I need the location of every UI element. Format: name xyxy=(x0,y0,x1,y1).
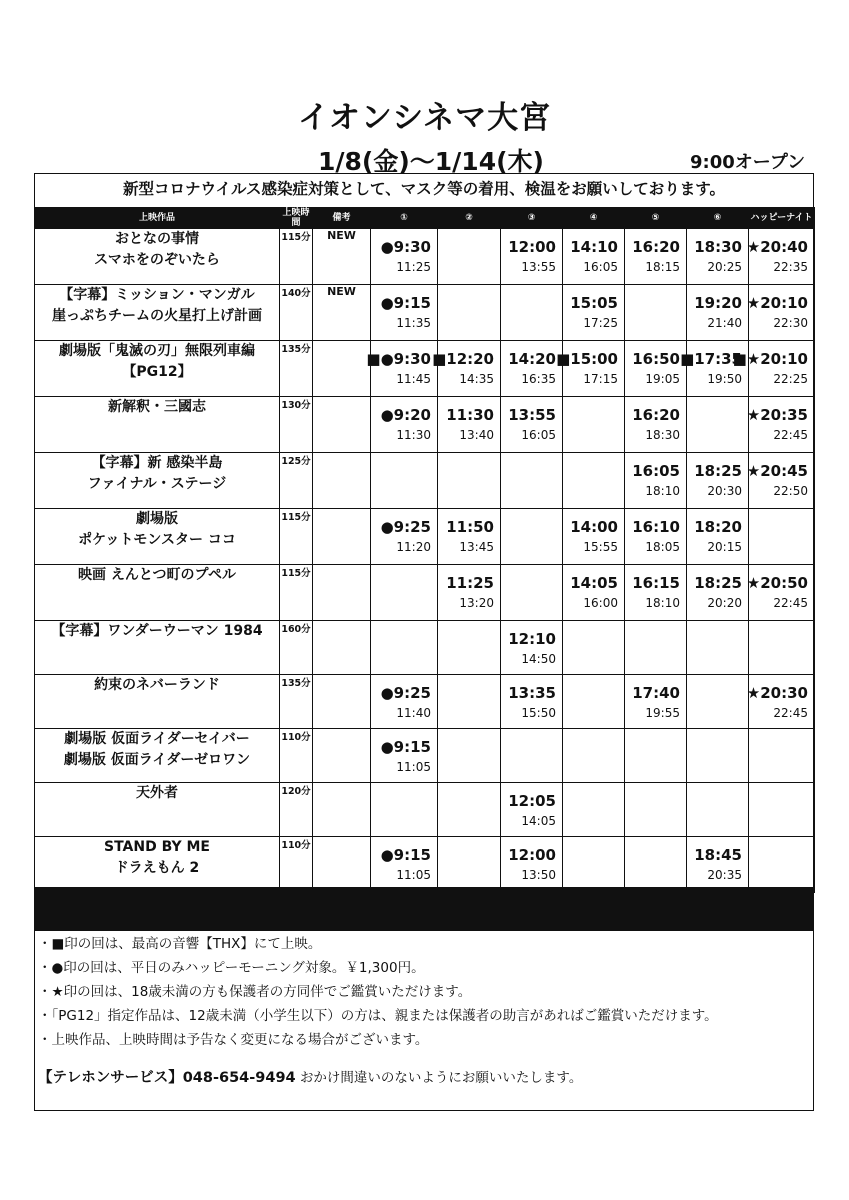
cinema-title: イオンシネマ大宮 xyxy=(297,100,552,136)
showtime-cell xyxy=(687,729,749,783)
showtime-cell xyxy=(625,783,687,837)
showtime-start: ■★20:10 xyxy=(732,350,808,368)
showtime-cell xyxy=(371,285,438,341)
table-row xyxy=(35,229,815,285)
showtime-cell xyxy=(438,729,501,783)
note-thx: ・■印の回は、最高の音響【THX】にて上映。 xyxy=(38,936,322,952)
film-note xyxy=(313,341,371,397)
showtime-start: 12:00 xyxy=(508,238,556,256)
showtime-end: 14:05 xyxy=(521,814,556,828)
table-row xyxy=(35,837,815,893)
showtime-start: ●9:15 xyxy=(380,738,431,756)
notes-section xyxy=(38,932,718,1052)
showtime-cell xyxy=(501,229,563,285)
table-row xyxy=(35,397,815,453)
showtime-start: 14:00 xyxy=(570,518,618,536)
film-duration: 115分 xyxy=(280,229,313,285)
showtime-cell xyxy=(501,837,563,893)
showtime-cell xyxy=(438,285,501,341)
showtime-end: 18:30 xyxy=(645,428,680,442)
showtime-cell xyxy=(501,397,563,453)
showtime-cell xyxy=(371,565,438,621)
film-title-line: 【字幕】新 感染半島 xyxy=(91,455,223,471)
table-row xyxy=(35,509,815,565)
showtime-start: ■15:00 xyxy=(556,350,618,368)
showtime-end: 22:45 xyxy=(773,428,808,442)
showtime-end: 19:55 xyxy=(645,706,680,720)
showtime-end: 22:35 xyxy=(773,260,808,274)
showtime-cell xyxy=(501,621,563,675)
table-row xyxy=(35,783,815,837)
showtime-cell xyxy=(501,783,563,837)
showtime-cell xyxy=(438,783,501,837)
showtime-cell xyxy=(746,229,815,285)
film-title-line: 映画 えんとつ町のプペル xyxy=(77,567,237,583)
film-duration: 125分 xyxy=(280,453,313,509)
showtime-cell xyxy=(625,837,687,893)
showtime-end: 17:25 xyxy=(583,316,618,330)
showtime-start: 16:20 xyxy=(632,238,680,256)
table-row xyxy=(35,729,815,783)
table-row xyxy=(35,341,815,397)
film-title-line: 【字幕】ミッション・マンガル xyxy=(59,287,255,303)
showtime-cell xyxy=(746,675,815,729)
film-title xyxy=(35,509,280,565)
table-row xyxy=(35,285,815,341)
showtime-cell xyxy=(687,783,749,837)
film-duration: 110分 xyxy=(280,837,313,893)
table-header-row xyxy=(35,208,815,229)
showtime-end: 13:40 xyxy=(459,428,494,442)
showtime-end: 15:55 xyxy=(583,540,618,554)
showtime-end: 11:45 xyxy=(396,372,431,386)
film-title-line: 【PG12】 xyxy=(122,364,192,380)
showtime-cell xyxy=(625,453,687,509)
showtime-cell xyxy=(625,565,687,621)
showtime-start: 16:50 xyxy=(632,350,680,368)
showtime-end: 18:05 xyxy=(645,540,680,554)
showtime-cell xyxy=(687,621,749,675)
schedule-table xyxy=(34,207,815,893)
film-note xyxy=(313,565,371,621)
showtime-cell xyxy=(746,397,815,453)
showtime-end: 20:15 xyxy=(707,540,742,554)
note-happy-night: ・★印の回は、18歳未満の方も保護者の方同伴でご鑑賞いただけます。 xyxy=(38,984,472,1000)
showtime-end: 17:15 xyxy=(583,372,618,386)
column-header-happy-night: ハッピーナイト xyxy=(749,208,815,229)
showtime-end: 22:50 xyxy=(773,484,808,498)
film-title xyxy=(35,837,280,893)
showtime-cell xyxy=(501,729,563,783)
film-duration: 120分 xyxy=(280,783,313,837)
film-note xyxy=(313,837,371,893)
showtime-end: 11:20 xyxy=(396,540,431,554)
showtime-end: 22:45 xyxy=(773,706,808,720)
showtime-start: ★20:50 xyxy=(746,574,808,592)
showtime-start: 14:20 xyxy=(508,350,556,368)
showtime-start: ●9:15 xyxy=(380,846,431,864)
showtime-start: ●9:15 xyxy=(380,294,431,312)
showtime-start: 18:45 xyxy=(694,846,742,864)
film-title xyxy=(35,675,280,729)
note-changes: ・上映作品、上映時間は予告なく変更になる場合がございます。 xyxy=(38,1032,429,1048)
table-row xyxy=(35,621,815,675)
showtime-cell xyxy=(556,341,625,397)
showtime-cell xyxy=(687,837,749,893)
film-title xyxy=(35,783,280,837)
film-title xyxy=(35,621,280,675)
film-title-line: 約束のネバーランド xyxy=(94,677,220,693)
showtime-cell xyxy=(371,729,438,783)
showtime-start: 16:15 xyxy=(632,574,680,592)
showtime-start: ■●9:30 xyxy=(366,350,431,368)
film-note xyxy=(313,453,371,509)
showtime-cell xyxy=(371,453,438,509)
showtime-end: 11:30 xyxy=(396,428,431,442)
film-duration: 115分 xyxy=(280,509,313,565)
schedule-dates: 1/8(金)～1/14(木) xyxy=(318,147,544,176)
column-header-slot-1: ① xyxy=(371,208,438,229)
showtime-end: 13:45 xyxy=(459,540,494,554)
showtime-cell xyxy=(687,509,749,565)
showtime-start: ■17:35 xyxy=(680,350,742,368)
film-title-line: 劇場版「鬼滅の刃」無限列車編 xyxy=(59,343,255,359)
showtime-start: ●9:25 xyxy=(380,684,431,702)
note-pg12: ・「PG12」指定作品は、12歳未満（小学生以下）の方は、親または保護者の助言があればご鑑賞いただけます。 xyxy=(38,1008,718,1024)
showtime-end: 11:25 xyxy=(396,260,431,274)
film-duration: 110分 xyxy=(280,729,313,783)
showtime-end: 18:10 xyxy=(645,484,680,498)
showtime-end: 22:30 xyxy=(773,316,808,330)
showtime-end: 18:10 xyxy=(645,596,680,610)
showtime-cell xyxy=(563,397,625,453)
phone-message: おかけ間違いのないようにお願いいたします。 xyxy=(299,1070,583,1086)
film-duration: 130分 xyxy=(280,397,313,453)
showtime-cell xyxy=(732,341,815,397)
showtime-cell xyxy=(625,621,687,675)
showtime-cell xyxy=(438,621,501,675)
film-title-line: 崖っぷちチームの火星打上げ計画 xyxy=(52,308,262,324)
showtime-start: ★20:40 xyxy=(746,238,808,256)
showtime-cell xyxy=(563,837,625,893)
film-note xyxy=(313,397,371,453)
showtime-cell xyxy=(687,285,749,341)
showtime-cell xyxy=(680,341,749,397)
covid-notice: 新型コロナウイルス感染症対策として、マスク等の着用、検温をお願いしております。 xyxy=(122,180,726,198)
film-title-line: おとなの事情 xyxy=(115,231,199,247)
showtime-cell xyxy=(563,675,625,729)
film-title-line: スマホをのぞいたら xyxy=(94,252,220,268)
film-title xyxy=(35,229,280,285)
showtime-start: 13:55 xyxy=(508,406,556,424)
showtime-cell xyxy=(501,509,563,565)
showtime-end: 20:20 xyxy=(707,596,742,610)
showtime-cell xyxy=(563,621,625,675)
showtime-start: 11:50 xyxy=(446,518,494,536)
showtime-cell xyxy=(563,565,625,621)
showtime-cell xyxy=(625,285,687,341)
showtime-cell xyxy=(749,837,815,893)
film-title-line: ドラえもん 2 xyxy=(114,860,200,876)
showtime-cell xyxy=(625,397,687,453)
table-row xyxy=(35,675,815,729)
showtime-cell xyxy=(371,783,438,837)
showtime-end: 20:25 xyxy=(707,260,742,274)
showtime-cell xyxy=(625,729,687,783)
film-title-line: ポケットモンスター ココ xyxy=(78,532,236,548)
showtime-end: 22:45 xyxy=(773,596,808,610)
film-title-line: STAND BY ME xyxy=(103,839,210,855)
showtime-cell xyxy=(371,397,438,453)
showtime-start: 18:30 xyxy=(694,238,742,256)
showtime-cell xyxy=(625,509,687,565)
showtime-start: 12:05 xyxy=(508,792,556,810)
showtime-start: 16:05 xyxy=(632,462,680,480)
film-note xyxy=(313,729,371,783)
showtime-cell xyxy=(563,729,625,783)
film-duration: 140分 xyxy=(280,285,313,341)
film-title-line: 天外者 xyxy=(136,785,178,801)
showtime-cell xyxy=(749,509,815,565)
film-title-line: 劇場版 xyxy=(136,511,178,527)
film-duration: 115分 xyxy=(280,565,313,621)
phone-service xyxy=(38,1066,582,1087)
showtime-cell xyxy=(366,341,438,397)
showtime-end: 16:05 xyxy=(583,260,618,274)
showtime-end: 16:35 xyxy=(521,372,556,386)
showtime-start: 18:25 xyxy=(694,462,742,480)
showtime-start: 11:25 xyxy=(446,574,494,592)
column-header-note: 備考 xyxy=(313,208,371,229)
showtime-end: 22:25 xyxy=(773,372,808,386)
showtime-cell xyxy=(438,453,501,509)
film-title-line: 新解釈・三國志 xyxy=(108,399,206,415)
showtime-end: 21:40 xyxy=(707,316,742,330)
showtime-start: ●9:30 xyxy=(380,238,431,256)
showtime-end: 20:30 xyxy=(707,484,742,498)
showtime-end: 14:35 xyxy=(459,372,494,386)
showtime-cell xyxy=(746,285,815,341)
showtime-cell xyxy=(625,675,687,729)
showtime-end: 16:05 xyxy=(521,428,556,442)
showtime-cell xyxy=(563,783,625,837)
showtime-end: 18:15 xyxy=(645,260,680,274)
showtime-start: ●9:25 xyxy=(380,518,431,536)
showtime-end: 14:50 xyxy=(521,652,556,666)
showtime-end: 11:05 xyxy=(396,868,431,882)
showtime-cell xyxy=(563,229,625,285)
showtime-start: ●9:20 xyxy=(380,406,431,424)
showtime-end: 13:50 xyxy=(521,868,556,882)
showtime-cell xyxy=(371,621,438,675)
showtime-cell xyxy=(563,453,625,509)
showtime-cell xyxy=(501,285,563,341)
showtime-end: 19:05 xyxy=(645,372,680,386)
film-title xyxy=(35,453,280,509)
film-title-line: 【字幕】ワンダーウーマン 1984 xyxy=(51,623,263,639)
showtime-cell xyxy=(687,675,749,729)
showtime-start: ★20:10 xyxy=(746,294,808,312)
showtime-start: ★20:30 xyxy=(746,684,808,702)
showtime-start: 12:10 xyxy=(508,630,556,648)
film-note xyxy=(313,675,371,729)
film-note xyxy=(313,509,371,565)
film-note xyxy=(313,621,371,675)
film-duration: 135分 xyxy=(280,341,313,397)
column-header-slot-2: ② xyxy=(438,208,501,229)
showtime-start: 18:25 xyxy=(694,574,742,592)
showtime-end: 13:55 xyxy=(521,260,556,274)
film-duration: 160分 xyxy=(280,621,313,675)
showtime-cell xyxy=(371,509,438,565)
showtime-start: 16:20 xyxy=(632,406,680,424)
showtime-start: 18:20 xyxy=(694,518,742,536)
film-title xyxy=(35,341,280,397)
showtime-cell xyxy=(746,453,815,509)
showtime-start: 19:20 xyxy=(694,294,742,312)
showtime-cell xyxy=(438,397,501,453)
showtime-cell xyxy=(749,783,815,837)
showtime-cell xyxy=(687,229,749,285)
showtime-cell xyxy=(371,229,438,285)
showtime-cell xyxy=(438,509,501,565)
showtime-cell xyxy=(371,675,438,729)
showtime-cell xyxy=(687,565,749,621)
showtime-end: 16:00 xyxy=(583,596,618,610)
film-note: NEW xyxy=(313,285,371,341)
film-note: NEW xyxy=(313,229,371,285)
film-title xyxy=(35,565,280,621)
showtime-cell xyxy=(687,453,749,509)
column-header-film: 上映作品 xyxy=(35,208,280,229)
showtime-cell xyxy=(563,285,625,341)
showtime-start: 17:40 xyxy=(632,684,680,702)
showtime-cell xyxy=(625,341,687,397)
showtime-start: 11:30 xyxy=(446,406,494,424)
showtime-end: 15:50 xyxy=(521,706,556,720)
showtime-cell xyxy=(501,453,563,509)
film-duration: 135分 xyxy=(280,675,313,729)
showtime-start: 14:10 xyxy=(570,238,618,256)
showtime-cell xyxy=(438,675,501,729)
showtime-end: 19:50 xyxy=(707,372,742,386)
showtime-start: ★20:45 xyxy=(746,462,808,480)
black-banner xyxy=(34,887,814,931)
column-header-slot-6: ⑥ xyxy=(687,208,749,229)
showtime-start: ■12:20 xyxy=(432,350,494,368)
showtime-end: 11:40 xyxy=(396,706,431,720)
showtime-cell xyxy=(501,341,563,397)
table-row xyxy=(35,453,815,509)
showtime-cell xyxy=(749,621,815,675)
showtime-cell xyxy=(432,341,501,397)
showtime-cell xyxy=(749,729,815,783)
showtime-cell xyxy=(438,229,501,285)
opening-time: 9:00オープン xyxy=(690,152,806,173)
showtime-start: 13:35 xyxy=(508,684,556,702)
showtime-end: 11:35 xyxy=(396,316,431,330)
showtime-end: 11:05 xyxy=(396,760,431,774)
showtime-end: 20:35 xyxy=(707,868,742,882)
showtime-start: 15:05 xyxy=(570,294,618,312)
showtime-start: ★20:35 xyxy=(746,406,808,424)
showtime-cell xyxy=(563,509,625,565)
showtime-cell xyxy=(438,837,501,893)
table-row xyxy=(35,565,815,621)
film-title xyxy=(35,729,280,783)
column-header-duration: 上映時間 xyxy=(280,208,313,229)
phone-number: 【テレホンサービス】048-654-9494 xyxy=(38,1070,296,1086)
showtime-start: 16:10 xyxy=(632,518,680,536)
showtime-start: 12:00 xyxy=(508,846,556,864)
film-title-line: ファイナル・ステージ xyxy=(87,476,227,492)
showtime-cell xyxy=(625,229,687,285)
showtime-end: 13:20 xyxy=(459,596,494,610)
column-header-slot-5: ⑤ xyxy=(625,208,687,229)
showtime-cell xyxy=(501,565,563,621)
film-title xyxy=(35,397,280,453)
film-title-line: 劇場版 仮面ライダーゼロワン xyxy=(63,752,251,768)
showtime-cell xyxy=(746,565,815,621)
film-title xyxy=(35,285,280,341)
film-title-line: 劇場版 仮面ライダーセイバー xyxy=(64,731,250,747)
showtime-cell xyxy=(501,675,563,729)
column-header-slot-3: ③ xyxy=(501,208,563,229)
showtime-cell xyxy=(371,837,438,893)
film-note xyxy=(313,783,371,837)
showtime-start: 14:05 xyxy=(570,574,618,592)
note-happy-morning: ・●印の回は、平日のみハッピーモーニング対象。￥1,300円。 xyxy=(38,960,425,976)
showtime-cell xyxy=(687,397,749,453)
showtime-cell xyxy=(438,565,501,621)
column-header-slot-4: ④ xyxy=(563,208,625,229)
